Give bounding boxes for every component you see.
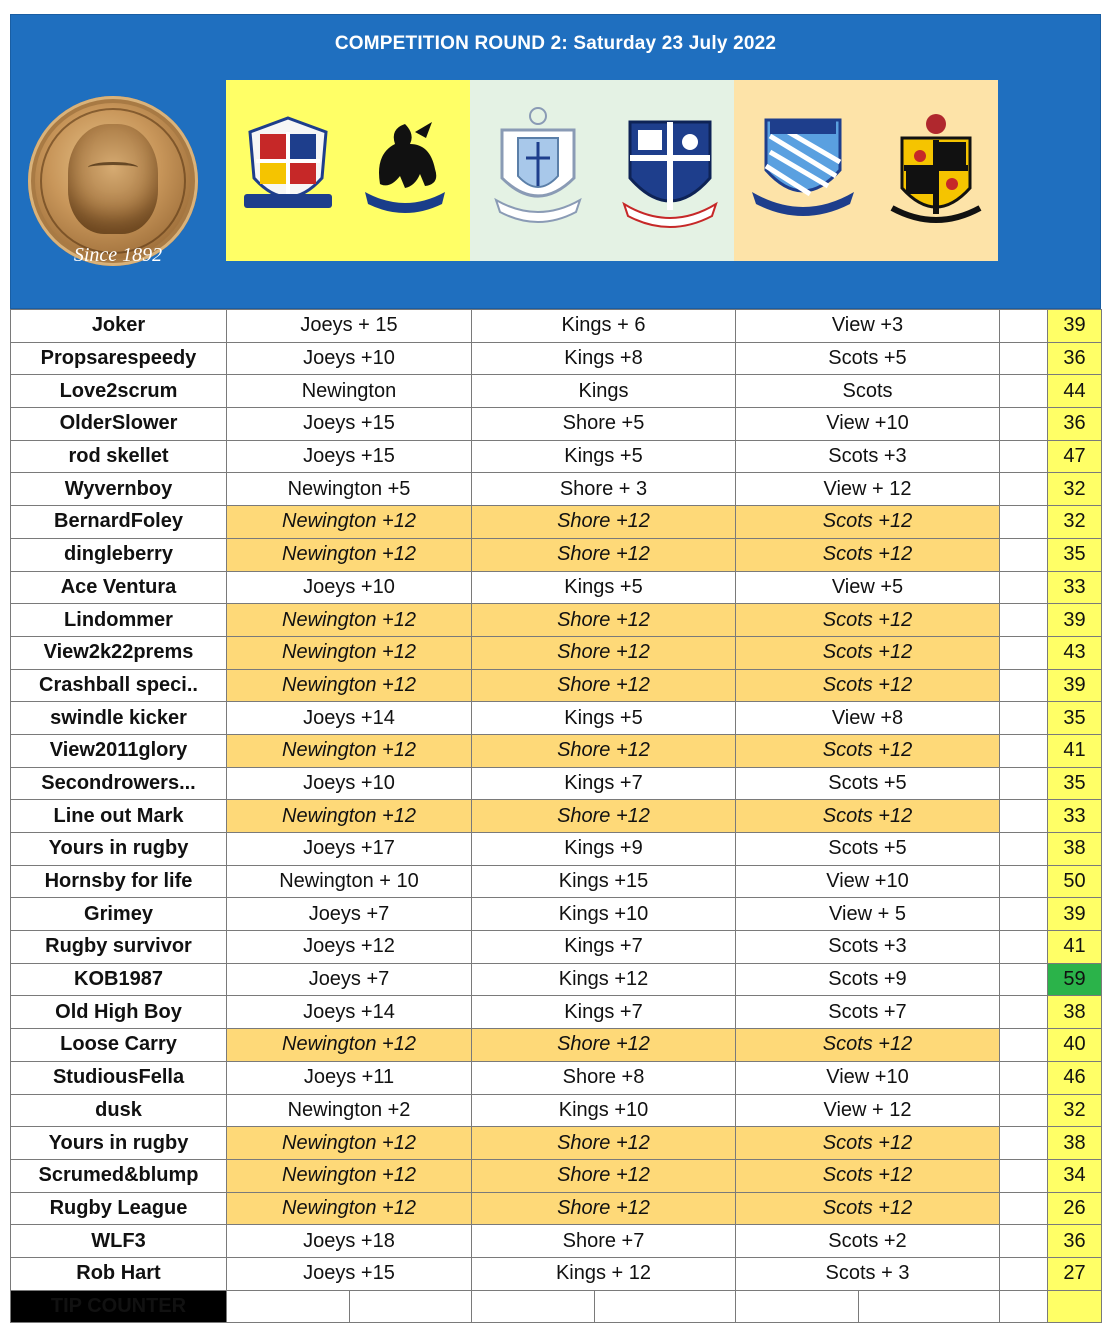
tipper-score: 43 xyxy=(1048,636,1102,669)
pick-game-1: Joeys +12 xyxy=(227,931,472,964)
tip-counter-row xyxy=(11,1290,1102,1322)
pick-game-1: Newington +5 xyxy=(227,473,472,506)
pick-game-3: Scots +12 xyxy=(736,800,1000,833)
pick-game-2: Kings +15 xyxy=(472,865,736,898)
pick-game-1: Joeys + 15 xyxy=(227,310,472,343)
pick-game-2: Kings +7 xyxy=(472,767,736,800)
pick-game-3: View + 5 xyxy=(736,898,1000,931)
pick-game-1: Newington +12 xyxy=(227,1192,472,1225)
tipper-score: 35 xyxy=(1048,538,1102,571)
spacer-cell xyxy=(1000,1094,1048,1127)
pick-game-1: Newington +12 xyxy=(227,636,472,669)
pick-game-3: Scots +9 xyxy=(736,963,1000,996)
table-row xyxy=(11,408,1102,441)
pick-game-1: Joeys +15 xyxy=(227,408,472,441)
spacer-cell xyxy=(1000,1029,1048,1062)
tip-counter-label: TIP COUNTER xyxy=(11,1290,227,1322)
table-row xyxy=(11,506,1102,539)
pick-game-3: Scots +5 xyxy=(736,833,1000,866)
tipper-score: 36 xyxy=(1048,408,1102,441)
pick-game-1: Newington + 10 xyxy=(227,865,472,898)
pick-game-3: Scots +12 xyxy=(736,1159,1000,1192)
tipper-score: 39 xyxy=(1048,604,1102,637)
tipper-name: swindle kicker xyxy=(11,702,227,735)
pick-game-3: Scots +12 xyxy=(736,538,1000,571)
table-row xyxy=(11,865,1102,898)
tipper-name: OlderSlower xyxy=(11,408,227,441)
spacer-cell xyxy=(1000,473,1048,506)
table-row xyxy=(11,636,1102,669)
tipper-name: dusk xyxy=(11,1094,227,1127)
spacer-cell xyxy=(1000,538,1048,571)
pick-game-2: Shore + 3 xyxy=(472,473,736,506)
tipper-name: Rugby League xyxy=(11,1192,227,1225)
tipper-name: Hornsby for life xyxy=(11,865,227,898)
pick-game-2: Kings +7 xyxy=(472,931,736,964)
tipper-name: Wyvernboy xyxy=(11,473,227,506)
pick-game-3: Scots +12 xyxy=(736,636,1000,669)
pick-game-2: Kings +7 xyxy=(472,996,736,1029)
tipper-score: 59 xyxy=(1048,963,1102,996)
pick-game-1: Newington +12 xyxy=(227,734,472,767)
newington-griffin-icon xyxy=(360,114,450,214)
pick-game-2: Shore +7 xyxy=(472,1225,736,1258)
pick-game-2: Kings +5 xyxy=(472,440,736,473)
tipper-score: 35 xyxy=(1048,767,1102,800)
pick-game-1: Newington +12 xyxy=(227,669,472,702)
pick-game-3: Scots +12 xyxy=(736,506,1000,539)
tipper-score: 32 xyxy=(1048,1094,1102,1127)
pick-game-2: Shore +12 xyxy=(472,1192,736,1225)
tipper-name: Yours in rugby xyxy=(11,1127,227,1160)
pick-game-2: Kings xyxy=(472,375,736,408)
tipper-name: Grimey xyxy=(11,898,227,931)
pick-game-3: View + 12 xyxy=(736,473,1000,506)
pick-game-2: Shore +12 xyxy=(472,1127,736,1160)
table-row xyxy=(11,898,1102,931)
table-row xyxy=(11,342,1102,375)
pick-game-3: Scots +3 xyxy=(736,440,1000,473)
table-row xyxy=(11,1257,1102,1290)
pick-game-3: Scots +7 xyxy=(736,996,1000,1029)
table-row xyxy=(11,734,1102,767)
spacer-cell xyxy=(1000,702,1048,735)
pick-game-1: Newington +12 xyxy=(227,506,472,539)
pick-game-3: View +3 xyxy=(736,310,1000,343)
tipper-score: 34 xyxy=(1048,1159,1102,1192)
pick-game-2: Shore +12 xyxy=(472,734,736,767)
tipper-name: BernardFoley xyxy=(11,506,227,539)
shore-crest-icon xyxy=(620,114,720,234)
tipper-name: Loose Carry xyxy=(11,1029,227,1062)
tipper-score: 41 xyxy=(1048,734,1102,767)
pick-game-3: Scots +3 xyxy=(736,931,1000,964)
tips-table xyxy=(10,309,1102,1323)
pick-game-2: Kings +9 xyxy=(472,833,736,866)
gps-medallion-icon xyxy=(28,96,198,266)
table-row xyxy=(11,931,1102,964)
table-row xyxy=(11,604,1102,637)
tipper-name: Joker xyxy=(11,310,227,343)
spacer-cell xyxy=(1000,833,1048,866)
pick-game-2: Shore +8 xyxy=(472,1061,736,1094)
tipper-name: Old High Boy xyxy=(11,996,227,1029)
tipper-name: Rugby survivor xyxy=(11,931,227,964)
table-row xyxy=(11,996,1102,1029)
pick-game-1: Joeys +11 xyxy=(227,1061,472,1094)
riverview-crest-icon xyxy=(748,116,858,226)
pick-game-3: Scots +12 xyxy=(736,1192,1000,1225)
logo-panel-joeys-newington xyxy=(226,80,470,261)
table-row xyxy=(11,1094,1102,1127)
spacer-cell xyxy=(1000,931,1048,964)
spacer-cell xyxy=(1000,604,1048,637)
pick-game-3: Scots +12 xyxy=(736,604,1000,637)
tipper-name: Ace Ventura xyxy=(11,571,227,604)
pick-game-2: Shore +12 xyxy=(472,538,736,571)
pick-game-1: Newington +2 xyxy=(227,1094,472,1127)
pick-game-3: Scots xyxy=(736,375,1000,408)
tipper-score: 47 xyxy=(1048,440,1102,473)
spacer-cell xyxy=(1000,1061,1048,1094)
tipper-score: 39 xyxy=(1048,669,1102,702)
tipper-name: Scrumed&blump xyxy=(11,1159,227,1192)
pick-game-3: Scots +12 xyxy=(736,734,1000,767)
pick-game-2: Kings +5 xyxy=(472,571,736,604)
spacer-cell xyxy=(1000,1127,1048,1160)
pick-game-2: Shore +12 xyxy=(472,1029,736,1062)
tipper-score: 39 xyxy=(1048,310,1102,343)
pick-game-2: Kings +5 xyxy=(472,702,736,735)
pick-game-3: Scots + 3 xyxy=(736,1257,1000,1290)
tipper-score: 38 xyxy=(1048,996,1102,1029)
table-row xyxy=(11,310,1102,343)
tipper-name: Secondrowers... xyxy=(11,767,227,800)
pick-game-3: Scots +2 xyxy=(736,1225,1000,1258)
pick-game-3: View +5 xyxy=(736,571,1000,604)
tipper-name: rod skellet xyxy=(11,440,227,473)
tipper-name: Lindommer xyxy=(11,604,227,637)
table-row xyxy=(11,473,1102,506)
pick-game-1: Joeys +10 xyxy=(227,571,472,604)
pick-game-3: View + 12 xyxy=(736,1094,1000,1127)
tipper-name: View2k22prems xyxy=(11,636,227,669)
pick-game-1: Joeys +18 xyxy=(227,1225,472,1258)
tipper-name: Love2scrum xyxy=(11,375,227,408)
table-row xyxy=(11,1061,1102,1094)
since-label: Since 1892 xyxy=(73,244,163,266)
pick-game-1: Joeys +10 xyxy=(227,342,472,375)
spacer-cell xyxy=(1000,1225,1048,1258)
logo-panel-riverview-scots xyxy=(734,80,998,261)
table-row xyxy=(11,702,1102,735)
pick-game-1: Joeys +17 xyxy=(227,833,472,866)
pick-game-2: Shore +12 xyxy=(472,604,736,637)
spacer-cell xyxy=(1000,1192,1048,1225)
tipper-name: WLF3 xyxy=(11,1225,227,1258)
tipper-score: 33 xyxy=(1048,800,1102,833)
table-row xyxy=(11,833,1102,866)
tipper-name: Yours in rugby xyxy=(11,833,227,866)
table-row xyxy=(11,1029,1102,1062)
pick-game-3: Scots +5 xyxy=(736,342,1000,375)
pick-game-1: Joeys +7 xyxy=(227,898,472,931)
table-row xyxy=(11,440,1102,473)
pick-game-3: View +8 xyxy=(736,702,1000,735)
pick-game-3: Scots +12 xyxy=(736,1127,1000,1160)
pick-game-2: Shore +12 xyxy=(472,506,736,539)
spacer-cell xyxy=(1000,571,1048,604)
tipper-score: 32 xyxy=(1048,473,1102,506)
pick-game-1: Newington +12 xyxy=(227,538,472,571)
tipper-score: 46 xyxy=(1048,1061,1102,1094)
spacer-cell xyxy=(1000,375,1048,408)
table-row xyxy=(11,375,1102,408)
tipper-score: 27 xyxy=(1048,1257,1102,1290)
pick-game-3: View +10 xyxy=(736,865,1000,898)
spacer-cell xyxy=(1000,310,1048,343)
pick-game-1: Newington +12 xyxy=(227,1127,472,1160)
tip-counter-score xyxy=(1048,1290,1102,1322)
pick-game-2: Kings +10 xyxy=(472,1094,736,1127)
tipper-score: 33 xyxy=(1048,571,1102,604)
pick-game-1: Joeys +7 xyxy=(227,963,472,996)
tipper-score: 50 xyxy=(1048,865,1102,898)
tipper-score: 32 xyxy=(1048,506,1102,539)
table-row xyxy=(11,538,1102,571)
pick-game-1: Joeys +14 xyxy=(227,702,472,735)
kings-crest-icon xyxy=(488,102,588,232)
table-row xyxy=(11,767,1102,800)
pick-game-2: Kings +8 xyxy=(472,342,736,375)
pick-game-1: Joeys +15 xyxy=(227,1257,472,1290)
tipper-score: 36 xyxy=(1048,342,1102,375)
table-row xyxy=(11,800,1102,833)
pick-game-2: Kings + 12 xyxy=(472,1257,736,1290)
spacer-cell xyxy=(1000,865,1048,898)
table-row xyxy=(11,963,1102,996)
pick-game-3: Scots +5 xyxy=(736,767,1000,800)
tipper-name: KOB1987 xyxy=(11,963,227,996)
page-title: COMPETITION ROUND 2: Saturday 23 July 2022 xyxy=(334,33,777,54)
pick-game-1: Joeys +15 xyxy=(227,440,472,473)
spacer-cell xyxy=(1000,440,1048,473)
tipper-score: 39 xyxy=(1048,898,1102,931)
pick-game-2: Shore +12 xyxy=(472,669,736,702)
table-row xyxy=(11,1159,1102,1192)
pick-game-1: Newington +12 xyxy=(227,800,472,833)
pick-game-2: Shore +5 xyxy=(472,408,736,441)
pick-game-2: Shore +12 xyxy=(472,636,736,669)
table-row xyxy=(11,1127,1102,1160)
logo-panel-kings-shore xyxy=(470,80,734,261)
pick-game-2: Kings +12 xyxy=(472,963,736,996)
pick-game-2: Kings + 6 xyxy=(472,310,736,343)
spacer-cell xyxy=(1000,898,1048,931)
spacer-cell xyxy=(1000,767,1048,800)
tipper-score: 35 xyxy=(1048,702,1102,735)
tipper-score: 38 xyxy=(1048,833,1102,866)
pick-game-2: Shore +12 xyxy=(472,1159,736,1192)
spacer-cell xyxy=(1000,506,1048,539)
spacer-cell xyxy=(1000,408,1048,441)
spacer-cell xyxy=(1000,734,1048,767)
joeys-crest-icon xyxy=(238,108,338,228)
table-row xyxy=(11,571,1102,604)
pick-game-1: Newington +12 xyxy=(227,604,472,637)
tipper-score: 44 xyxy=(1048,375,1102,408)
tipper-name: dingleberry xyxy=(11,538,227,571)
tipper-name: Line out Mark xyxy=(11,800,227,833)
pick-game-1: Newington xyxy=(227,375,472,408)
spacer-cell xyxy=(1000,996,1048,1029)
pick-game-3: View +10 xyxy=(736,408,1000,441)
spacer-cell xyxy=(1000,342,1048,375)
spacer-cell xyxy=(1000,800,1048,833)
tipper-name: Rob Hart xyxy=(11,1257,227,1290)
pick-game-2: Kings +10 xyxy=(472,898,736,931)
tipper-score: 26 xyxy=(1048,1192,1102,1225)
pick-game-1: Joeys +10 xyxy=(227,767,472,800)
table-row xyxy=(11,669,1102,702)
spacer-cell xyxy=(1000,1257,1048,1290)
pick-game-3: Scots +12 xyxy=(736,669,1000,702)
spacer-cell xyxy=(1000,636,1048,669)
table-row xyxy=(11,1192,1102,1225)
tipper-score: 41 xyxy=(1048,931,1102,964)
pick-game-3: Scots +12 xyxy=(736,1029,1000,1062)
scots-crest-icon xyxy=(886,104,986,234)
tipper-name: Propsarespeedy xyxy=(11,342,227,375)
pick-game-1: Joeys +14 xyxy=(227,996,472,1029)
tipper-score: 38 xyxy=(1048,1127,1102,1160)
spacer-cell xyxy=(1000,669,1048,702)
tipper-name: Crashball speci.. xyxy=(11,669,227,702)
tipper-name: View2011glory xyxy=(11,734,227,767)
spacer-cell xyxy=(1000,963,1048,996)
pick-game-1: Newington +12 xyxy=(227,1159,472,1192)
pick-game-3: View +10 xyxy=(736,1061,1000,1094)
tipper-name: StudiousFella xyxy=(11,1061,227,1094)
tipper-score: 36 xyxy=(1048,1225,1102,1258)
tipper-score: 40 xyxy=(1048,1029,1102,1062)
pick-game-1: Newington +12 xyxy=(227,1029,472,1062)
spacer-cell xyxy=(1000,1159,1048,1192)
pick-game-2: Shore +12 xyxy=(472,800,736,833)
table-row xyxy=(11,1225,1102,1258)
